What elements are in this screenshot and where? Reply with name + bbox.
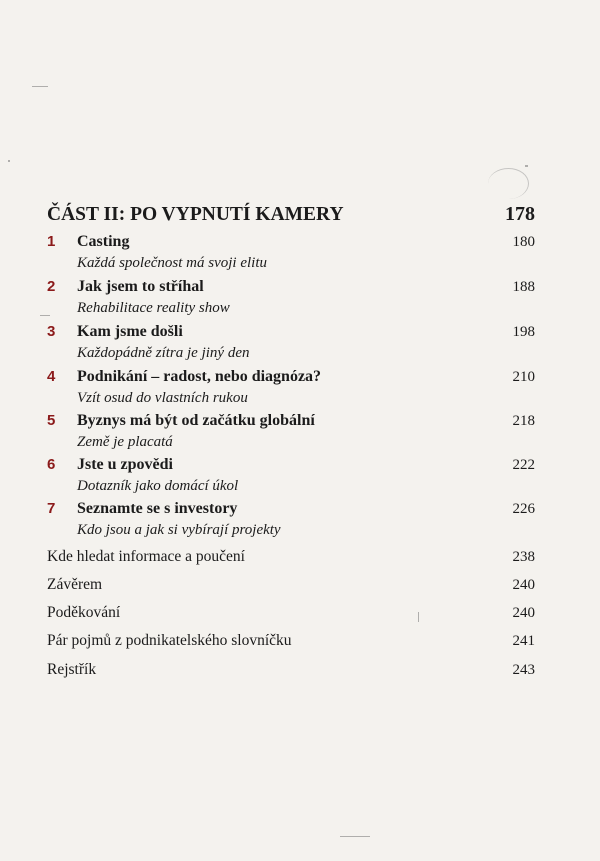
chapter-subtitle: Dotazník jako domácí úkol (77, 478, 239, 494)
chapter-number: 3 (47, 323, 56, 340)
part-heading (47, 203, 535, 229)
toc-chapter[interactable] (47, 278, 535, 318)
scan-mark (488, 168, 529, 199)
toc-entry[interactable] (47, 661, 535, 683)
entry-page-number: 241 (512, 633, 535, 649)
chapter-subtitle: Rehabilitace reality show (77, 300, 230, 316)
part-page-number: 178 (505, 203, 535, 225)
chapter-subtitle: Vzít osud do vlastních rukou (77, 390, 248, 406)
toc-chapter[interactable] (47, 233, 535, 273)
entry-title: Poděkování (47, 604, 121, 621)
toc-entry[interactable] (47, 548, 535, 570)
chapter-subtitle: Každá společnost má svoji elitu (77, 255, 267, 271)
entry-title: Pár pojmů z podnikatelského slovníčku (47, 632, 292, 649)
chapter-subtitle: Každopádně zítra je jiný den (77, 345, 250, 361)
chapter-title: Podnikání – radost, nebo diagnóza? (77, 368, 322, 385)
chapter-page-number: 188 (512, 279, 535, 295)
entry-title: Závěrem (47, 576, 103, 593)
chapter-title: Jste u zpovědi (77, 456, 173, 473)
entry-page-number: 243 (512, 662, 535, 678)
toc-entry[interactable] (47, 576, 535, 598)
chapter-title: Jak jsem to stříhal (77, 278, 204, 295)
toc-chapter[interactable] (47, 456, 535, 496)
toc-chapter[interactable] (47, 500, 535, 540)
scan-mark (8, 160, 10, 162)
chapter-number: 1 (47, 233, 56, 250)
chapter-subtitle: Kdo jsou a jak si vybírají projekty (77, 522, 281, 538)
chapter-title: Casting (77, 233, 130, 250)
chapter-number: 2 (47, 278, 56, 295)
chapter-subtitle: Země je placatá (77, 434, 173, 450)
chapter-number: 5 (47, 412, 56, 429)
chapter-page-number: 222 (512, 457, 535, 473)
entry-title: Kde hledat informace a poučení (47, 548, 245, 565)
toc-chapter[interactable] (47, 323, 535, 363)
scan-mark (340, 836, 370, 837)
entry-title: Rejstřík (47, 661, 97, 678)
entry-page-number: 240 (512, 605, 535, 621)
chapter-title: Seznamte se s investory (77, 500, 238, 517)
chapter-number: 6 (47, 456, 56, 473)
toc-chapter[interactable] (47, 368, 535, 408)
entry-page-number: 238 (512, 549, 535, 565)
part-title: ČÁST II: PO VYPNUTÍ KAMERY (47, 204, 344, 225)
chapter-page-number: 198 (512, 324, 535, 340)
chapter-title: Kam jsme došli (77, 323, 183, 340)
chapter-title: Byznys má být od začátku globální (77, 412, 315, 429)
chapter-page-number: 210 (512, 369, 535, 385)
chapter-page-number: 218 (512, 413, 535, 429)
scan-mark (32, 86, 48, 87)
chapter-page-number: 226 (512, 501, 535, 517)
toc-entry[interactable] (47, 632, 535, 654)
toc-chapter[interactable] (47, 412, 535, 452)
chapter-number: 7 (47, 500, 56, 517)
chapter-number: 4 (47, 368, 56, 385)
chapter-page-number: 180 (512, 234, 535, 250)
toc-entry[interactable] (47, 604, 535, 626)
entry-page-number: 240 (512, 577, 535, 593)
scan-mark (525, 165, 528, 167)
